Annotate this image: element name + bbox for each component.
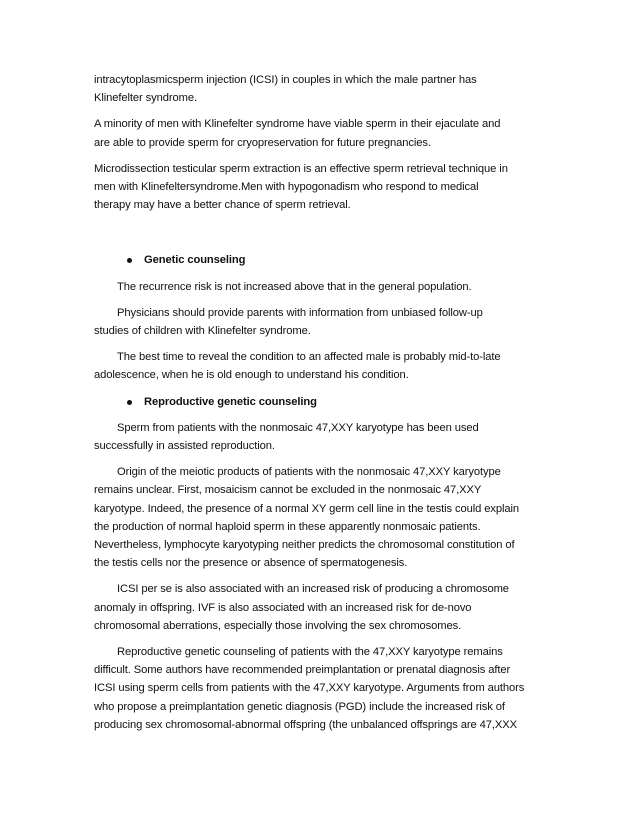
heading-text: Reproductive genetic counseling [144,395,317,408]
text-line: Reproductive genetic counseling of patients with the 47,XXY karyotype remains [117,646,503,659]
text-line: are able to provide sperm for cryopreservation for future pregnancies. [94,136,431,149]
text-line: ICSI per se is also associated with an increased risk of producing a chromosome [117,583,509,596]
paragraph-microdissection [94,160,546,215]
spacer [94,222,546,251]
text-line: remains unclear. First, mosaicism cannot be excluded in the nonmosaic 47,XXY [94,484,482,497]
text-line: chromosomal aberrations, especially those involving the sex chromosomes. [94,619,462,632]
text-line: The best time to reveal the condition to an affected male is probably mid-to-late [117,351,501,364]
text-line: The recurrence risk is not increased above that in the general population. [117,280,472,293]
text-line: successfully in assisted reproduction. [94,440,275,453]
text-line: therapy may have a better chance of sperm retrieval. [94,199,351,212]
text-line: studies of children with Klinefelter syndrome. [94,325,311,338]
text-line: who propose a preimplantation genetic diagnosis (PGD) include the increased risk of [94,700,505,713]
paragraph-best-time [94,348,546,384]
text-line: intracytoplasmicsperm injection (ICSI) in couples in which the male partner has [94,74,477,86]
paragraph-reproductive-difficult [94,643,546,734]
document-page [94,71,546,742]
paragraph-sperm-nonmosaic [94,419,546,455]
paragraph-icsi-continuation [94,71,546,107]
text-line: difficult. Some authors have recommended preimplantation or prenatal diagnosis after [94,664,511,677]
text-line: the production of normal haploid sperm in these apparently nonmosaic patients. [94,520,481,533]
paragraph-recurrence-risk [94,278,546,296]
text-line: Physicians should provide parents with information from unbiased follow-up [117,306,483,319]
text-line: Sperm from patients with the nonmosaic 47,XXY karyotype has been used [117,421,479,434]
text-line: A minority of men with Klinefelter syndrome have viable sperm in their ejaculate and [94,118,501,131]
text-line: anomaly in offspring. IVF is also associated with an increased risk for de-novo [94,601,472,614]
text-line: men with Klinefeltersyndrome.Men with hypogonadism who respond to medical [94,181,479,194]
text-line: adolescence, when he is old enough to understand his condition. [94,369,409,382]
bullet-icon [127,400,132,405]
heading-text: Genetic counseling [144,254,246,267]
text-line: the testis cells nor the presence or absence of spermatogenesis. [94,557,408,570]
bullet-icon [127,258,132,263]
heading-genetic-counseling [94,251,546,269]
text-line: Nevertheless, lymphocyte karyotyping neither predicts the chromosomal constitution of [94,539,515,552]
paragraph-viable-sperm [94,115,546,151]
text-line: Klinefelter syndrome. [94,92,197,105]
text-line: karyotype. Indeed, the presence of a normal XY germ cell line in the testis could explain [94,502,519,515]
text-line: Origin of the meiotic products of patients with the nonmosaic 47,XXY karyotype [117,466,501,479]
heading-reproductive-counseling [94,393,546,411]
paragraph-meiotic-origin [94,463,546,572]
paragraph-physicians [94,304,546,340]
text-line: ICSI using sperm cells from patients with the 47,XXY karyotype. Arguments from authors [94,682,525,695]
text-line: producing sex chromosomal-abnormal offspring (the unbalanced offsprings are 47,XXX [94,718,517,731]
paragraph-icsi-risk [94,580,546,635]
text-line: Microdissection testicular sperm extraction is an effective sperm retrieval technique in [94,162,508,175]
